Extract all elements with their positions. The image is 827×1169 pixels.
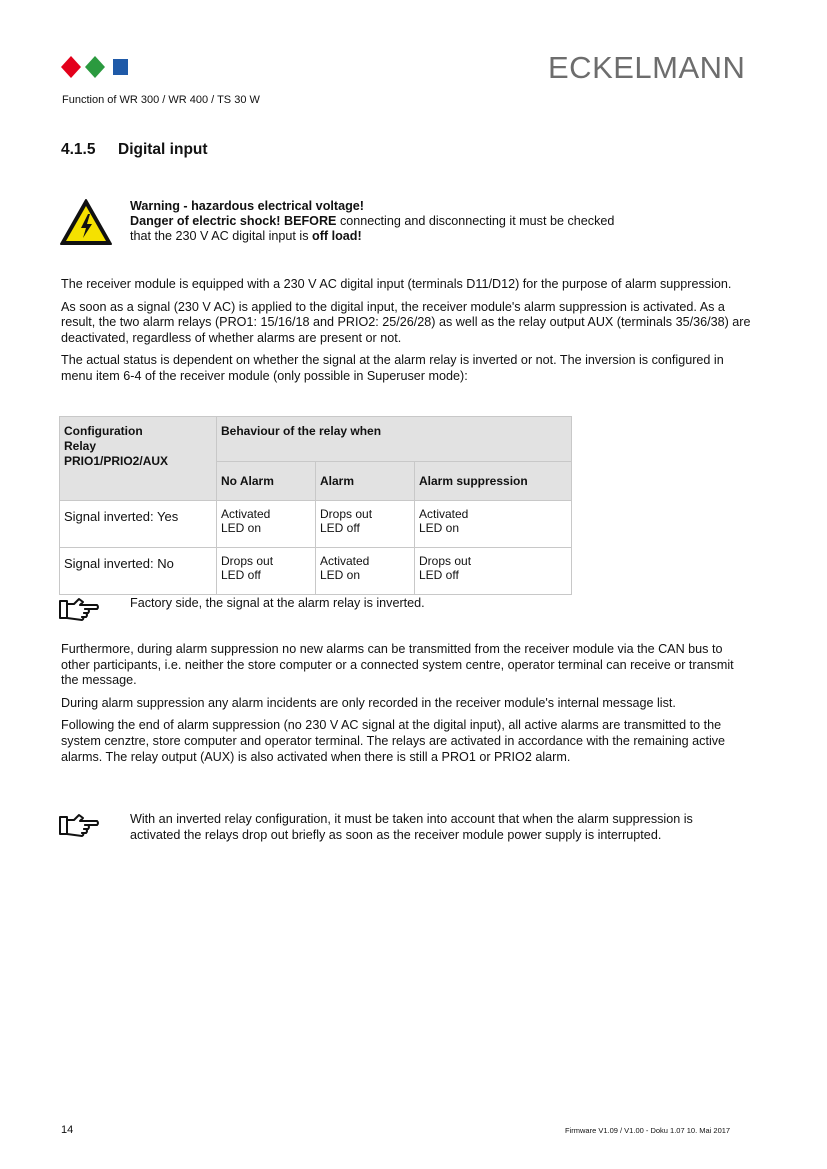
factory-setting-note: Factory side, the signal at the alarm relay is inverted.: [130, 596, 425, 610]
paragraph: Following the end of alarm suppression (no 230 V AC signal at the digital input), all active alarms are transmitted to the system cenztre, store computer and operator terminal. The relays are activated in accordance with the remaining active alarms. The relay output (AUX) is also activated when there is still a PRO1 or PRIO2 alarm.: [61, 718, 726, 764]
brand-wordmark: ECKELMANN: [548, 50, 746, 85]
header-subtitle: Function of WR 300 / WR 400 / TS 30 W: [62, 94, 260, 106]
pointing-hand-note-icon: [58, 596, 100, 622]
column-header: No Alarm: [217, 462, 316, 501]
row-label: Signal inverted: No: [60, 548, 217, 595]
high-voltage-warning-icon: [59, 198, 113, 246]
table-cell: Drops out LED off: [217, 548, 316, 595]
eckelmann-logo-squares: [60, 55, 130, 79]
paragraph: Furthermore, during alarm suppression no new alarms can be transmitted from the receiver module via the CAN bus to other participants, i.e. neither the store computer or a connected system centre, operator terminal can receive or transmit the message.: [61, 642, 734, 688]
behaviour-header-cell: Behaviour of the relay when: [217, 417, 572, 462]
paragraph: The receiver module is equipped with a 230 V AC digital input (terminals D11/D12) for the purpose of alarm suppression.: [61, 277, 732, 291]
column-header: Alarm: [316, 462, 415, 501]
section-title: Digital input: [118, 141, 208, 158]
paragraph: The actual status is dependent on whether the signal at the alarm relay is inverted or not. The inversion is configured in menu item 6-4 of the receiver module (only possible in Superuser mode):: [61, 353, 724, 383]
table-row: [60, 548, 572, 595]
table-cell: Activated LED on: [415, 501, 572, 548]
warning-line-2: Danger of electric shock! BEFORE connecting and disconnecting it must be checked: [130, 214, 615, 228]
pointing-hand-note-icon: [58, 812, 100, 838]
table-cell: Activated LED on: [217, 501, 316, 548]
table-row: [60, 501, 572, 548]
column-header: Alarm suppression: [415, 462, 572, 501]
row-label: Signal inverted: Yes: [60, 501, 217, 548]
table-cell: Activated LED on: [316, 548, 415, 595]
section-heading: [61, 141, 208, 159]
footer-version-info: Firmware V1.09 / V1.00 - Doku 1.07 10. Mai 2017: [565, 1126, 731, 1135]
config-header-cell: Configuration Relay PRIO1/PRIO2/AUX: [60, 417, 217, 501]
table-cell: Drops out LED off: [316, 501, 415, 548]
section-number: 4.1.5: [61, 141, 96, 158]
alarm-suppression-paragraphs: [61, 642, 751, 772]
warning-line-3: that the 230 V AC digital input is off load!: [130, 229, 362, 243]
page-number: 14: [61, 1124, 74, 1136]
relay-behaviour-table: [59, 416, 572, 595]
inverted-relay-note: With an inverted relay configuration, it must be taken into account that when the alarm suppression is activated the relays drop out briefly as soon as the receiver module power supply is interrupted.: [130, 812, 693, 842]
intro-paragraphs: [61, 277, 751, 392]
paragraph: During alarm suppression any alarm incidents are only recorded in the receiver module's internal message list.: [61, 695, 676, 710]
warning-text: [130, 199, 730, 244]
paragraph: As soon as a signal (230 V AC) is applied to the digital input, the receiver module's alarm suppression is activated. As a result, the two alarm relays (PRO1: 15/16/18 and PRIO2: 25/26/28) as well as the relay output AUX (terminals 35/36/38) are deactivated, regardless of whether alarms are present or not.: [61, 299, 751, 345]
table-cell: Drops out LED off: [415, 548, 572, 595]
warning-title: Warning - hazardous electrical voltage!: [130, 199, 364, 213]
